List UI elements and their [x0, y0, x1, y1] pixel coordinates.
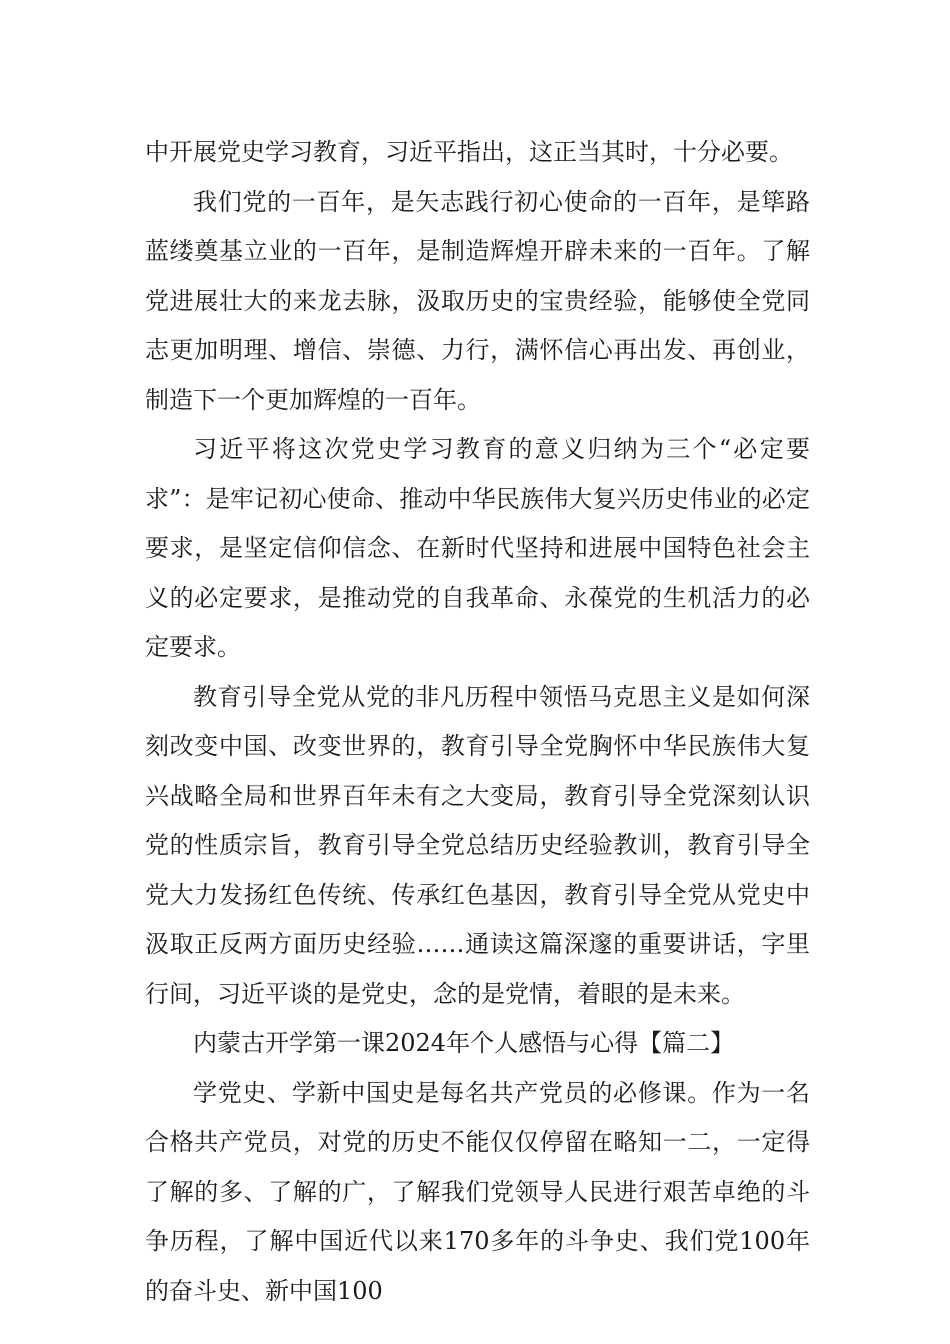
document-body	[145, 128, 810, 1316]
paragraph-education-guidance: 教育引导全党从党的非凡历程中领悟马克思主义是如何深刻改变中国、改变世界的，教育引导全党胸怀中华民族伟大复兴战略全局和世界百年未有之大变局，教育引导全党深刻认识党的性质宗旨，教育引导全党总结历史经验教训，教育引导全党大力发扬红色传统、传承红色基因，教育引导全党从党史中汲取正反两方面历史经验……通读这篇深邃的重要讲话，字里行间，习近平谈的是党史，念的是党情，着眼的是未来。	[145, 682, 810, 1008]
paragraph-century: 我们党的一百年，是矢志践行初心使命的一百年，是筚路蓝缕奠基立业的一百年，是制造辉煌开辟未来的一百年。了解党进展壮大的来龙去脉，汲取历史的宝贵经验，能够使全党同志更加明理、增信、崇德、力行，满怀信心再出发、再创业，制造下一个更加辉煌的一百年。	[145, 187, 810, 414]
paragraph-continuation: 中开展党史学习教育，习近平指出，这正当其时，十分必要。	[145, 138, 793, 166]
paragraph-three-requirements: 习近平将这次党史学习教育的意义归纳为三个“必定要求”：是牢记初心使命、推动中华民族伟大复兴历史伟业的必定要求，是坚定信仰信念、在新时代坚持和进展中国特色社会主义的必定要求，是推动党的自我革命、永葆党的生机活力的必定要求。	[145, 435, 810, 661]
section-heading: 内蒙古开学第一课2024年个人感悟与心得【篇二】	[193, 1029, 735, 1057]
paragraph-party-history: 学党史、学新中国史是每名共产党员的必修课。作为一名合格共产党员，对党的历史不能仅仅停留在略知一二，一定得了解的多、了解的广，了解我们党领导人民进行艰苦卓绝的斗争历程，了解中国近代以来170多年的斗争史、我们党100年的奋斗史、新中国100	[145, 1078, 810, 1305]
